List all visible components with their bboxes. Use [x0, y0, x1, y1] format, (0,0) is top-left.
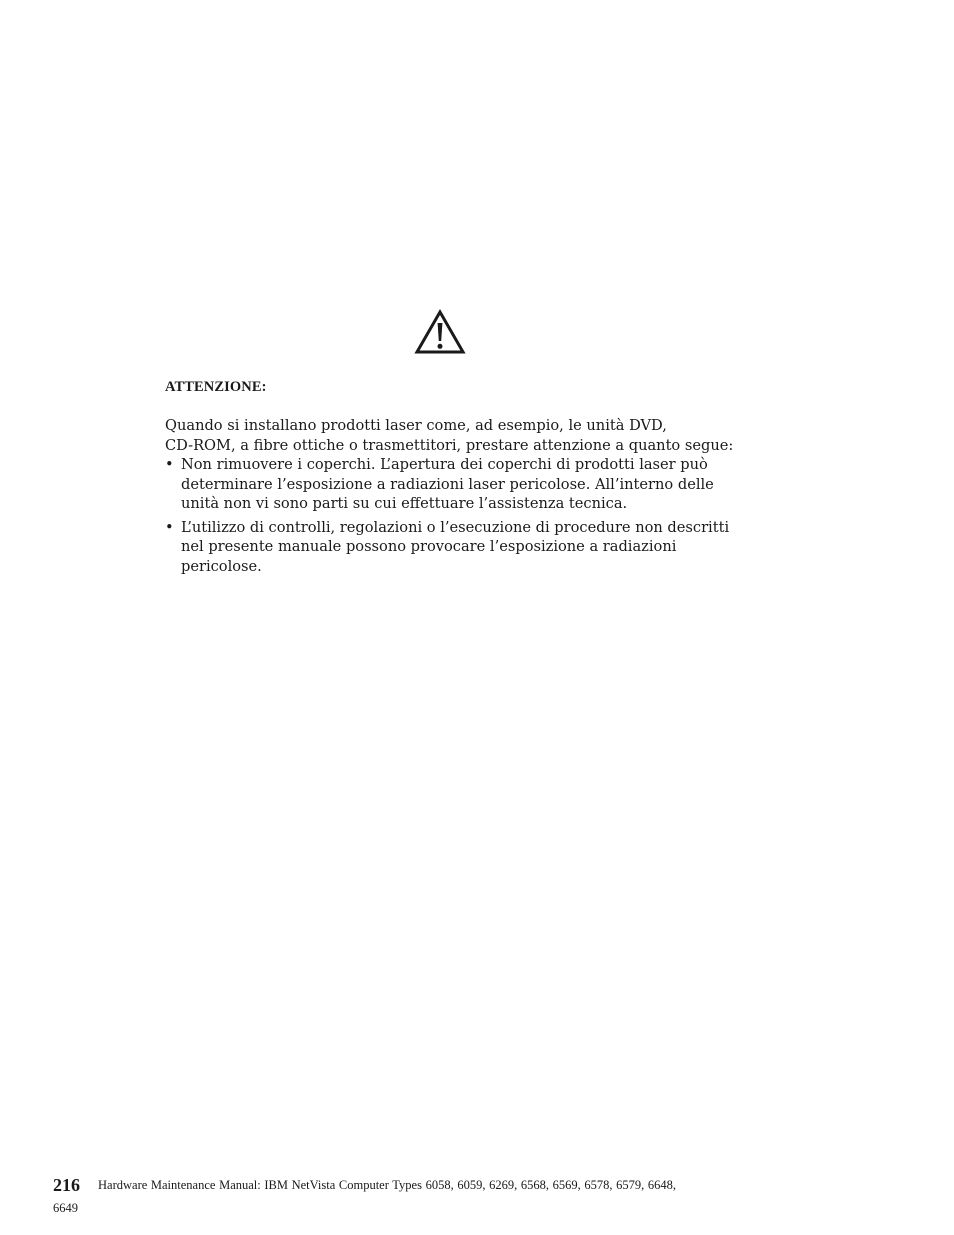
caution-intro	[165, 416, 734, 455]
bullet-line: determinare l’esposizione a radiazioni laser pericolose. All’interno delle	[181, 475, 714, 493]
bullet-line: pericolose.	[181, 557, 262, 575]
footer-title: Hardware Maintenance Manual: IBM NetVista Computer Types 6058, 6059, 6269, 6568, 6569, 6578, 6579, 6648,	[98, 1178, 676, 1192]
intro-line: CD-ROM, a fibre ottiche o trasmettitori, prestare attenzione a quanto segue:	[165, 436, 734, 454]
caution-heading: ATTENZIONE:	[165, 379, 267, 395]
intro-line: Quando si installano prodotti laser come, ad esempio, le unità DVD,	[165, 417, 667, 434]
bullet-line: nel presente manuale possono provocare l’esposizione a radiazioni	[181, 538, 677, 555]
list-item	[165, 455, 725, 514]
caution-body	[165, 416, 734, 576]
bullet-icon: •	[165, 456, 174, 473]
warning-triangle-icon	[414, 309, 466, 355]
bullet-line: unità non vi sono parti su cui effettuare l’assistenza tecnica.	[181, 495, 628, 512]
bullet-line: Non rimuovere i coperchi. L’apertura dei coperchi di prodotti laser può	[181, 456, 708, 473]
caution-bullet-list	[165, 455, 730, 576]
page-number: 216	[53, 1175, 80, 1195]
footer-title-continued: 6649	[53, 1201, 78, 1215]
bullet-line: L’utilizzo di controlli, regolazioni o l’esecuzione di procedure non descritti	[181, 518, 730, 536]
list-item	[165, 518, 730, 577]
bullet-icon: •	[165, 518, 174, 536]
